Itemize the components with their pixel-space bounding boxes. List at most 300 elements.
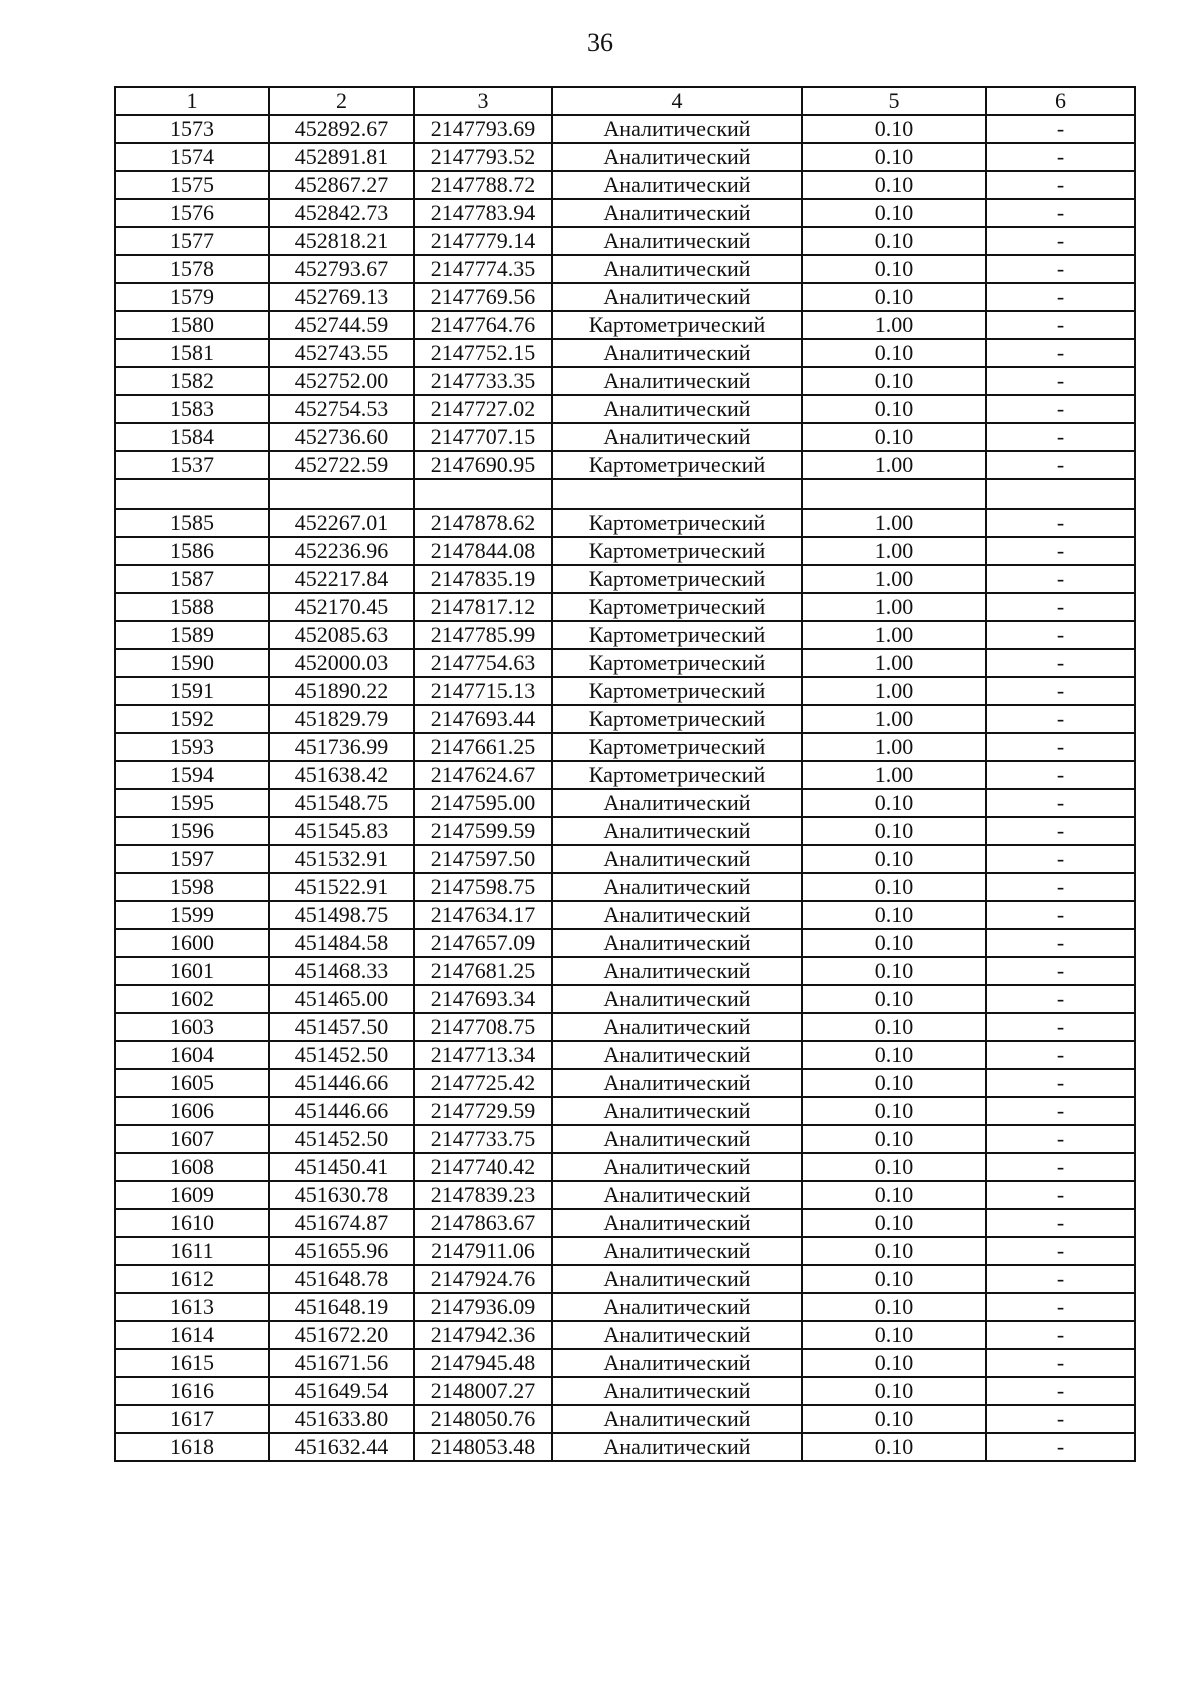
point-number-cell: 1599: [115, 901, 269, 929]
y-coordinate-cell: 2147754.63: [414, 649, 552, 677]
method-cell: Аналитический: [552, 957, 802, 985]
method-cell: Аналитический: [552, 1237, 802, 1265]
method-cell: Аналитический: [552, 1433, 802, 1461]
table-row: [115, 1349, 1135, 1377]
x-coordinate-cell: 451655.96: [269, 1237, 414, 1265]
point-number-cell: 1606: [115, 1097, 269, 1125]
method-cell: Аналитический: [552, 171, 802, 199]
method-cell: Картометрический: [552, 705, 802, 733]
method-cell: Картометрический: [552, 593, 802, 621]
y-coordinate-cell: 2147729.59: [414, 1097, 552, 1125]
method-cell: Аналитический: [552, 227, 802, 255]
point-number-cell: 1600: [115, 929, 269, 957]
point-number-cell: 1597: [115, 845, 269, 873]
method-cell: [552, 479, 802, 509]
accuracy-cell: [802, 479, 986, 509]
accuracy-cell: 1.00: [802, 621, 986, 649]
note-cell: -: [986, 423, 1135, 451]
note-cell: -: [986, 957, 1135, 985]
note-cell: -: [986, 1433, 1135, 1461]
note-cell: -: [986, 255, 1135, 283]
y-coordinate-cell: 2147839.23: [414, 1181, 552, 1209]
x-coordinate-cell: 451674.87: [269, 1209, 414, 1237]
method-cell: Аналитический: [552, 339, 802, 367]
x-coordinate-cell: 451484.58: [269, 929, 414, 957]
table-row: [115, 1321, 1135, 1349]
method-cell: Картометрический: [552, 761, 802, 789]
note-cell: -: [986, 115, 1135, 143]
accuracy-cell: 1.00: [802, 649, 986, 677]
table-row: [115, 1293, 1135, 1321]
table-row: [115, 509, 1135, 537]
point-number-cell: 1604: [115, 1041, 269, 1069]
table-row: [115, 1377, 1135, 1405]
x-coordinate-cell: 451450.41: [269, 1153, 414, 1181]
page-number: 36: [587, 28, 613, 57]
x-coordinate-cell: 451452.50: [269, 1125, 414, 1153]
method-cell: Аналитический: [552, 817, 802, 845]
table-row: [115, 227, 1135, 255]
y-coordinate-cell: [414, 479, 552, 509]
x-coordinate-cell: 451452.50: [269, 1041, 414, 1069]
method-cell: Аналитический: [552, 283, 802, 311]
y-coordinate-cell: 2147769.56: [414, 283, 552, 311]
y-coordinate-cell: 2147945.48: [414, 1349, 552, 1377]
y-coordinate-cell: 2147878.62: [414, 509, 552, 537]
y-coordinate-cell: 2147657.09: [414, 929, 552, 957]
note-cell: -: [986, 1153, 1135, 1181]
coordinates-table: [114, 86, 1136, 1462]
y-coordinate-cell: 2147598.75: [414, 873, 552, 901]
y-coordinate-cell: 2147783.94: [414, 199, 552, 227]
note-cell: -: [986, 1405, 1135, 1433]
accuracy-cell: 0.10: [802, 255, 986, 283]
accuracy-cell: 0.10: [802, 227, 986, 255]
method-cell: Картометрический: [552, 733, 802, 761]
point-number-cell: 1605: [115, 1069, 269, 1097]
table-row: [115, 957, 1135, 985]
table-row: [115, 199, 1135, 227]
y-coordinate-cell: 2147690.95: [414, 451, 552, 479]
y-coordinate-cell: 2147661.25: [414, 733, 552, 761]
accuracy-cell: 0.10: [802, 339, 986, 367]
accuracy-cell: 1.00: [802, 509, 986, 537]
y-coordinate-cell: 2147733.75: [414, 1125, 552, 1153]
point-number-cell: 1537: [115, 451, 269, 479]
y-coordinate-cell: 2147764.76: [414, 311, 552, 339]
method-cell: Аналитический: [552, 873, 802, 901]
point-number-cell: 1581: [115, 339, 269, 367]
table-row: [115, 1097, 1135, 1125]
x-coordinate-cell: 451468.33: [269, 957, 414, 985]
point-number-cell: 1592: [115, 705, 269, 733]
y-coordinate-cell: 2147634.17: [414, 901, 552, 929]
method-cell: Картометрический: [552, 649, 802, 677]
method-cell: Аналитический: [552, 901, 802, 929]
point-number-cell: 1590: [115, 649, 269, 677]
point-number-cell: 1575: [115, 171, 269, 199]
table-row: [115, 311, 1135, 339]
note-cell: -: [986, 451, 1135, 479]
x-coordinate-cell: 451457.50: [269, 1013, 414, 1041]
note-cell: -: [986, 1349, 1135, 1377]
y-coordinate-cell: 2148053.48: [414, 1433, 552, 1461]
x-coordinate-cell: 451829.79: [269, 705, 414, 733]
accuracy-cell: 0.10: [802, 423, 986, 451]
x-coordinate-cell: 451638.42: [269, 761, 414, 789]
y-coordinate-cell: 2147597.50: [414, 845, 552, 873]
point-number-cell: 1574: [115, 143, 269, 171]
table-row: [115, 733, 1135, 761]
y-coordinate-cell: 2148007.27: [414, 1377, 552, 1405]
note-cell: -: [986, 1069, 1135, 1097]
method-cell: Картометрический: [552, 451, 802, 479]
table-row: [115, 171, 1135, 199]
x-coordinate-cell: 451736.99: [269, 733, 414, 761]
note-cell: -: [986, 171, 1135, 199]
x-coordinate-cell: 451545.83: [269, 817, 414, 845]
x-coordinate-cell: 451446.66: [269, 1097, 414, 1125]
note-cell: -: [986, 873, 1135, 901]
x-coordinate-cell: 452769.13: [269, 283, 414, 311]
note-cell: -: [986, 1321, 1135, 1349]
point-number-cell: 1580: [115, 311, 269, 339]
table-row: [115, 1181, 1135, 1209]
table-row: [115, 283, 1135, 311]
x-coordinate-cell: 452892.67: [269, 115, 414, 143]
accuracy-cell: 0.10: [802, 789, 986, 817]
point-number-cell: 1617: [115, 1405, 269, 1433]
accuracy-cell: 0.10: [802, 143, 986, 171]
method-cell: Аналитический: [552, 1293, 802, 1321]
x-coordinate-cell: 452842.73: [269, 199, 414, 227]
table-row: [115, 1013, 1135, 1041]
x-coordinate-cell: 451630.78: [269, 1181, 414, 1209]
table-row: [115, 1265, 1135, 1293]
x-coordinate-cell: 452170.45: [269, 593, 414, 621]
y-coordinate-cell: 2147624.67: [414, 761, 552, 789]
header-cell: 5: [802, 87, 986, 115]
table-row: [115, 677, 1135, 705]
note-cell: -: [986, 845, 1135, 873]
method-cell: Аналитический: [552, 789, 802, 817]
table-row: [115, 817, 1135, 845]
accuracy-cell: 0.10: [802, 957, 986, 985]
x-coordinate-cell: 452891.81: [269, 143, 414, 171]
x-coordinate-cell: 451498.75: [269, 901, 414, 929]
x-coordinate-cell: 452236.96: [269, 537, 414, 565]
y-coordinate-cell: 2147595.00: [414, 789, 552, 817]
y-coordinate-cell: 2147708.75: [414, 1013, 552, 1041]
y-coordinate-cell: 2147707.15: [414, 423, 552, 451]
y-coordinate-cell: 2147727.02: [414, 395, 552, 423]
accuracy-cell: 0.10: [802, 1405, 986, 1433]
method-cell: Аналитический: [552, 199, 802, 227]
header-cell: 2: [269, 87, 414, 115]
y-coordinate-cell: 2147752.15: [414, 339, 552, 367]
method-cell: Аналитический: [552, 1097, 802, 1125]
point-number-cell: 1594: [115, 761, 269, 789]
method-cell: Аналитический: [552, 1321, 802, 1349]
point-number-cell: 1616: [115, 1377, 269, 1405]
method-cell: Аналитический: [552, 255, 802, 283]
note-cell: -: [986, 621, 1135, 649]
accuracy-cell: 1.00: [802, 565, 986, 593]
note-cell: [986, 479, 1135, 509]
y-coordinate-cell: 2147693.44: [414, 705, 552, 733]
point-number-cell: 1612: [115, 1265, 269, 1293]
point-number-cell: 1577: [115, 227, 269, 255]
note-cell: -: [986, 283, 1135, 311]
table-row: [115, 929, 1135, 957]
method-cell: Аналитический: [552, 143, 802, 171]
y-coordinate-cell: 2147911.06: [414, 1237, 552, 1265]
table-row: [115, 537, 1135, 565]
accuracy-cell: 0.10: [802, 1321, 986, 1349]
y-coordinate-cell: 2147774.35: [414, 255, 552, 283]
point-number-cell: 1607: [115, 1125, 269, 1153]
note-cell: -: [986, 143, 1135, 171]
note-cell: -: [986, 1013, 1135, 1041]
note-cell: -: [986, 985, 1135, 1013]
point-number-cell: 1583: [115, 395, 269, 423]
x-coordinate-cell: 451532.91: [269, 845, 414, 873]
accuracy-cell: 0.10: [802, 817, 986, 845]
accuracy-cell: 1.00: [802, 537, 986, 565]
method-cell: Аналитический: [552, 845, 802, 873]
point-number-cell: 1593: [115, 733, 269, 761]
point-number-cell: 1603: [115, 1013, 269, 1041]
point-number-cell: 1573: [115, 115, 269, 143]
point-number-cell: 1601: [115, 957, 269, 985]
accuracy-cell: 0.10: [802, 1265, 986, 1293]
note-cell: -: [986, 593, 1135, 621]
table-row: [115, 565, 1135, 593]
table-row: [115, 1041, 1135, 1069]
note-cell: -: [986, 537, 1135, 565]
point-number-cell: [115, 479, 269, 509]
y-coordinate-cell: 2147817.12: [414, 593, 552, 621]
point-number-cell: 1578: [115, 255, 269, 283]
table-row: [115, 1209, 1135, 1237]
method-cell: Аналитический: [552, 367, 802, 395]
point-number-cell: 1608: [115, 1153, 269, 1181]
y-coordinate-cell: 2147733.35: [414, 367, 552, 395]
note-cell: -: [986, 199, 1135, 227]
point-number-cell: 1587: [115, 565, 269, 593]
table-row: [115, 1125, 1135, 1153]
point-number-cell: 1585: [115, 509, 269, 537]
x-coordinate-cell: 451446.66: [269, 1069, 414, 1097]
note-cell: -: [986, 1181, 1135, 1209]
y-coordinate-cell: 2147713.34: [414, 1041, 552, 1069]
header-cell: 3: [414, 87, 552, 115]
x-coordinate-cell: 452744.59: [269, 311, 414, 339]
table-row: [115, 789, 1135, 817]
note-cell: -: [986, 1265, 1135, 1293]
x-coordinate-cell: 451522.91: [269, 873, 414, 901]
table-row: [115, 1433, 1135, 1461]
table-row: [115, 451, 1135, 479]
y-coordinate-cell: 2147785.99: [414, 621, 552, 649]
note-cell: -: [986, 1293, 1135, 1321]
table-body: [115, 115, 1135, 1461]
point-number-cell: 1595: [115, 789, 269, 817]
table-row: [115, 593, 1135, 621]
method-cell: Картометрический: [552, 621, 802, 649]
y-coordinate-cell: 2147942.36: [414, 1321, 552, 1349]
note-cell: -: [986, 367, 1135, 395]
method-cell: Картометрический: [552, 509, 802, 537]
table-row: [115, 255, 1135, 283]
point-number-cell: 1613: [115, 1293, 269, 1321]
y-coordinate-cell: 2147793.69: [414, 115, 552, 143]
point-number-cell: 1610: [115, 1209, 269, 1237]
note-cell: -: [986, 817, 1135, 845]
x-coordinate-cell: 452818.21: [269, 227, 414, 255]
note-cell: -: [986, 1041, 1135, 1069]
table-header-row: [115, 87, 1135, 115]
table-row: [115, 395, 1135, 423]
method-cell: Аналитический: [552, 1265, 802, 1293]
point-number-cell: 1591: [115, 677, 269, 705]
accuracy-cell: 1.00: [802, 705, 986, 733]
method-cell: Картометрический: [552, 311, 802, 339]
method-cell: Аналитический: [552, 1041, 802, 1069]
method-cell: Аналитический: [552, 1209, 802, 1237]
table-row: [115, 339, 1135, 367]
table-row: [115, 1153, 1135, 1181]
x-coordinate-cell: 452754.53: [269, 395, 414, 423]
note-cell: -: [986, 509, 1135, 537]
point-number-cell: 1602: [115, 985, 269, 1013]
table-row: [115, 761, 1135, 789]
point-number-cell: 1609: [115, 1181, 269, 1209]
point-number-cell: 1589: [115, 621, 269, 649]
point-number-cell: 1611: [115, 1237, 269, 1265]
table-row: [115, 115, 1135, 143]
point-number-cell: 1596: [115, 817, 269, 845]
accuracy-cell: 1.00: [802, 677, 986, 705]
header-cell: 4: [552, 87, 802, 115]
y-coordinate-cell: 2147715.13: [414, 677, 552, 705]
table-row: [115, 985, 1135, 1013]
point-number-cell: 1579: [115, 283, 269, 311]
method-cell: Аналитический: [552, 1181, 802, 1209]
accuracy-cell: 1.00: [802, 451, 986, 479]
accuracy-cell: 0.10: [802, 283, 986, 311]
note-cell: -: [986, 339, 1135, 367]
method-cell: Аналитический: [552, 1349, 802, 1377]
method-cell: Аналитический: [552, 395, 802, 423]
table-row: [115, 143, 1135, 171]
x-coordinate-cell: 451632.44: [269, 1433, 414, 1461]
accuracy-cell: 0.10: [802, 1013, 986, 1041]
y-coordinate-cell: 2147788.72: [414, 171, 552, 199]
note-cell: -: [986, 395, 1135, 423]
accuracy-cell: 0.10: [802, 929, 986, 957]
y-coordinate-cell: 2147863.67: [414, 1209, 552, 1237]
table-row: [115, 873, 1135, 901]
note-cell: -: [986, 761, 1135, 789]
accuracy-cell: 1.00: [802, 761, 986, 789]
x-coordinate-cell: 452267.01: [269, 509, 414, 537]
method-cell: Аналитический: [552, 115, 802, 143]
point-number-cell: 1588: [115, 593, 269, 621]
table-row: [115, 479, 1135, 509]
method-cell: Аналитический: [552, 1153, 802, 1181]
note-cell: -: [986, 789, 1135, 817]
point-number-cell: 1614: [115, 1321, 269, 1349]
x-coordinate-cell: [269, 479, 414, 509]
accuracy-cell: 0.10: [802, 395, 986, 423]
table-row: [115, 423, 1135, 451]
table-row: [115, 649, 1135, 677]
x-coordinate-cell: 452867.27: [269, 171, 414, 199]
method-cell: Аналитический: [552, 1405, 802, 1433]
table-row: [115, 705, 1135, 733]
x-coordinate-cell: 452085.63: [269, 621, 414, 649]
method-cell: Аналитический: [552, 1125, 802, 1153]
x-coordinate-cell: 452793.67: [269, 255, 414, 283]
note-cell: -: [986, 929, 1135, 957]
accuracy-cell: 0.10: [802, 1041, 986, 1069]
x-coordinate-cell: 451548.75: [269, 789, 414, 817]
note-cell: -: [986, 649, 1135, 677]
table-row: [115, 901, 1135, 929]
x-coordinate-cell: 452722.59: [269, 451, 414, 479]
method-cell: Аналитический: [552, 1377, 802, 1405]
table-row: [115, 621, 1135, 649]
x-coordinate-cell: 451648.78: [269, 1265, 414, 1293]
table-row: [115, 1237, 1135, 1265]
x-coordinate-cell: 451890.22: [269, 677, 414, 705]
y-coordinate-cell: 2147924.76: [414, 1265, 552, 1293]
note-cell: -: [986, 677, 1135, 705]
method-cell: Аналитический: [552, 1069, 802, 1097]
point-number-cell: 1615: [115, 1349, 269, 1377]
accuracy-cell: 0.10: [802, 1209, 986, 1237]
table-row: [115, 1069, 1135, 1097]
accuracy-cell: 0.10: [802, 1097, 986, 1125]
y-coordinate-cell: 2147681.25: [414, 957, 552, 985]
y-coordinate-cell: 2147844.08: [414, 537, 552, 565]
x-coordinate-cell: 452217.84: [269, 565, 414, 593]
note-cell: -: [986, 733, 1135, 761]
note-cell: -: [986, 1209, 1135, 1237]
accuracy-cell: 0.10: [802, 199, 986, 227]
accuracy-cell: 0.10: [802, 1069, 986, 1097]
note-cell: -: [986, 705, 1135, 733]
note-cell: -: [986, 1377, 1135, 1405]
accuracy-cell: 0.10: [802, 1125, 986, 1153]
accuracy-cell: 0.10: [802, 873, 986, 901]
accuracy-cell: 0.10: [802, 1293, 986, 1321]
x-coordinate-cell: 451633.80: [269, 1405, 414, 1433]
y-coordinate-cell: 2147740.42: [414, 1153, 552, 1181]
accuracy-cell: 0.10: [802, 115, 986, 143]
method-cell: Картометрический: [552, 677, 802, 705]
accuracy-cell: 0.10: [802, 1433, 986, 1461]
accuracy-cell: 1.00: [802, 311, 986, 339]
note-cell: -: [986, 565, 1135, 593]
table-row: [115, 845, 1135, 873]
y-coordinate-cell: 2147779.14: [414, 227, 552, 255]
x-coordinate-cell: 451671.56: [269, 1349, 414, 1377]
method-cell: Аналитический: [552, 929, 802, 957]
method-cell: Картометрический: [552, 537, 802, 565]
note-cell: -: [986, 1097, 1135, 1125]
